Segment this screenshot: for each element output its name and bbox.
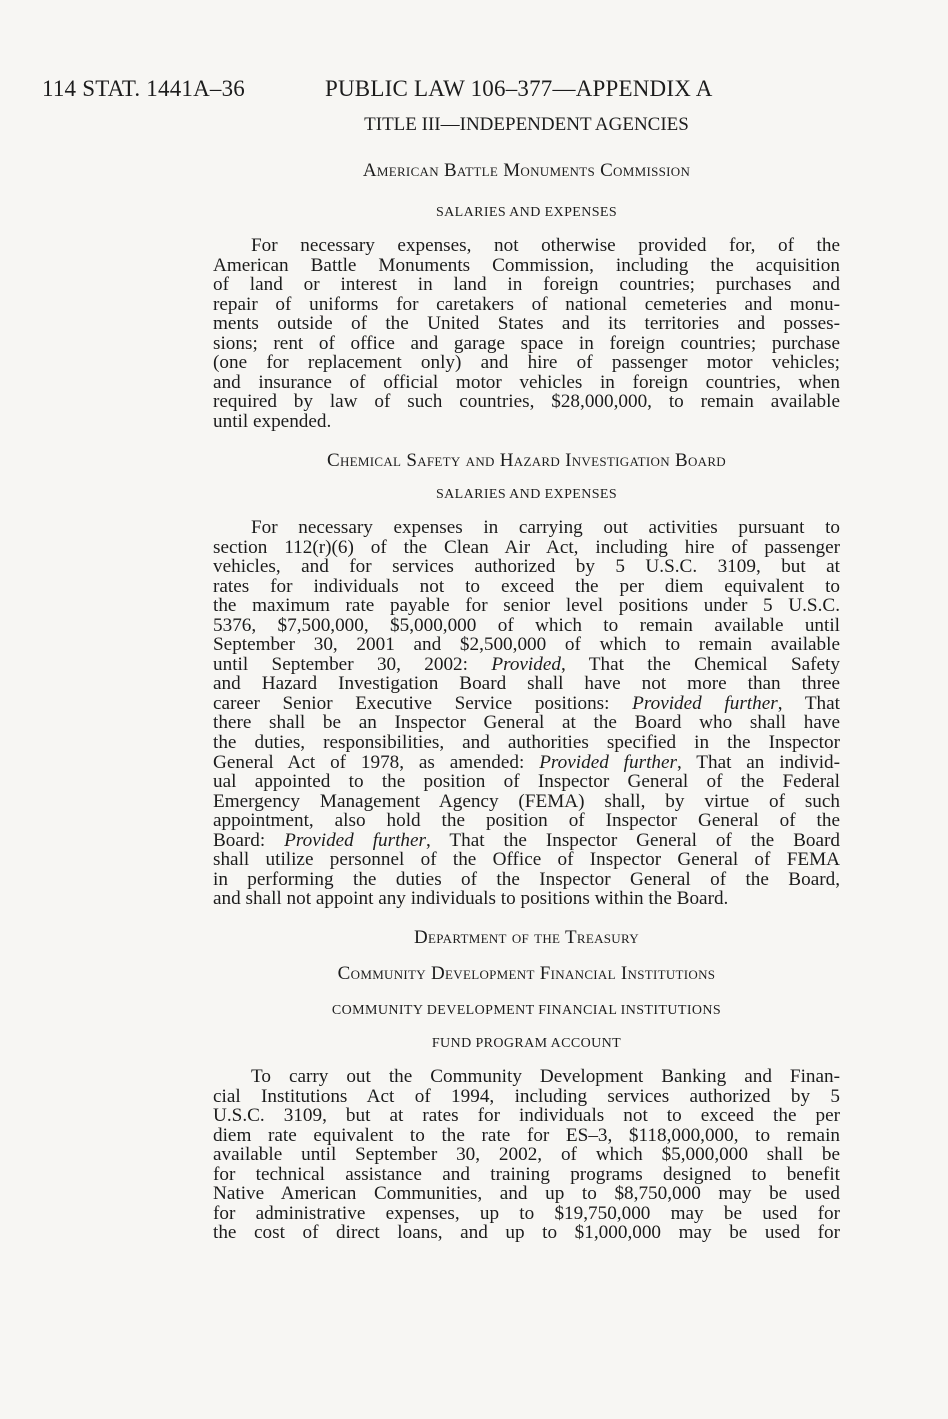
text-line: For necessary expenses, not otherwise provided for, of the [251, 235, 840, 256]
text-line [213, 518, 840, 538]
text-segment: , That [777, 692, 840, 714]
text-line: and insurance of official motor vehicles in foreign countries, when [213, 371, 840, 393]
text-line [213, 713, 840, 733]
abmc-subheading: SALARIES AND EXPENSES [435, 205, 618, 220]
text-line [213, 538, 840, 558]
text-segment: , That the Chemical Safety [560, 653, 840, 675]
text-line: available until September 30, 2002, of which $5,000,000 shall be [213, 1144, 840, 1166]
text-segment: there shall be an Inspector General at the Board who shall have [213, 712, 840, 734]
text-line: diem rate equivalent to the rate for ES–3, $118,000,000, to remain [213, 1124, 840, 1146]
text-segment: shall utilize personnel of the Office of Inspector General of FEMA [213, 849, 840, 871]
text-segment: 5376, $7,500,000, $5,000,000 of which to remain available until [213, 614, 840, 636]
text-line: To carry out the Community Development Banking and Finan- [251, 1066, 840, 1087]
text-segment: Board: [213, 829, 285, 851]
text-line: American Battle Monuments Commission, including the acquisition [213, 254, 840, 276]
text-segment: section 112(r)(6) of the Clean Air Act, including hire of passenger [213, 536, 840, 558]
text-segment: in performing the duties of the Inspector General of the Board, [213, 868, 840, 890]
text-line: required by law of such countries, $28,000,000, to remain available [213, 391, 840, 413]
text-segment: the duties, responsibilities, and authorities specified in the Inspector [213, 732, 840, 754]
text-line [213, 694, 840, 714]
text-line [213, 792, 840, 812]
fund-program-subheading: FUND PROGRAM ACCOUNT [431, 1036, 622, 1051]
csb-subheading: SALARIES AND EXPENSES [435, 487, 618, 502]
text-line [213, 831, 840, 851]
italic-text: Provided [491, 653, 561, 675]
text-segment: , That an individ- [676, 751, 841, 773]
cdfi-heading: Community Development Financial Institutions [337, 963, 716, 984]
treasury-heading: Department of the Treasury [414, 927, 639, 948]
text-line [213, 850, 840, 870]
running-header: PUBLIC LAW 106–377—APPENDIX A [325, 76, 713, 101]
text-line [213, 811, 840, 831]
text-line [213, 870, 840, 890]
text-segment: General Act of 1978, as amended: [213, 751, 540, 773]
text-line: for technical assistance and training programs designed to benefit [213, 1163, 840, 1185]
cdfi-paragraph [213, 1067, 840, 1243]
text-line: repair of uniforms for caretakers of national cemeteries and monu- [213, 293, 840, 315]
text-line [213, 772, 840, 792]
text-line: for administrative expenses, up to $19,750,000 may be used for [213, 1202, 840, 1224]
text-segment: Emergency Management Agency (FEMA) shall, by virtue of such [213, 790, 840, 812]
text-line [213, 753, 840, 773]
text-segment: , That the Inspector General of the Board [426, 829, 840, 851]
text-line: ments outside of the United States and its territories and posses- [213, 313, 840, 335]
text-line: U.S.C. 3109, but at rates for individuals not to exceed the per [213, 1105, 840, 1127]
text-segment: until September 30, 2002: [213, 653, 492, 675]
text-segment: and shall not appoint any individuals to positions within the Board. [213, 888, 729, 910]
text-segment: ual appointed to the position of Inspector General of the Federal [213, 771, 840, 793]
text-segment: vehicles, and for services authorized by 5 U.S.C. 3109, but at [213, 556, 840, 578]
text-line: the cost of direct loans, and up to $1,000,000 may be used for [213, 1222, 840, 1244]
abmc-heading: American Battle Monuments Commission [362, 160, 691, 181]
csb-heading: Chemical Safety and Hazard Investigation Board [327, 450, 726, 471]
abmc-paragraph [213, 236, 840, 431]
text-segment: For necessary expenses in carrying out activities pursuant to [251, 517, 840, 538]
page-reference: 114 STAT. 1441A–36 [42, 76, 246, 101]
text-line [213, 616, 840, 636]
csb-paragraph [213, 518, 840, 909]
text-segment: rates for individuals not to exceed the per diem equivalent to [213, 575, 840, 597]
title-heading: TITLE III—INDEPENDENT AGENCIES [364, 114, 689, 135]
text-line: (one for replacement only) and hire of passenger motor vehicles; [213, 352, 840, 374]
italic-text: Provided further [284, 829, 427, 851]
text-line: Native American Communities, and up to $8,750,000 may be used [213, 1183, 840, 1205]
text-line: of land or interest in land in foreign countries; purchases and [213, 274, 840, 296]
text-line [213, 635, 840, 655]
text-line [213, 596, 840, 616]
text-line: cial Institutions Act of 1994, including services authorized by 5 [213, 1085, 840, 1107]
cdfi-subheading: COMMUNITY DEVELOPMENT FINANCIAL INSTITUTIONS [331, 1003, 722, 1018]
text-segment: and Hazard Investigation Board shall have not more than three [213, 673, 840, 695]
text-line [213, 557, 840, 577]
text-line [213, 733, 840, 753]
text-segment: appointment, also hold the position of Inspector General of the [213, 810, 840, 832]
text-line [213, 577, 840, 597]
text-segment: the maximum rate payable for senior level positions under 5 U.S.C. [213, 595, 840, 617]
text-segment: career Senior Executive Service positions: [213, 692, 633, 714]
text-line: sions; rent of office and garage space in foreign countries; purchase [213, 332, 840, 354]
text-segment: September 30, 2001 and $2,500,000 of which to remain available [213, 634, 840, 656]
text-line [213, 655, 840, 675]
italic-text: Provided further [632, 692, 778, 714]
italic-text: Provided further [539, 751, 677, 773]
text-line [213, 674, 840, 694]
text-line [213, 889, 840, 909]
text-line: until expended. [213, 410, 332, 432]
